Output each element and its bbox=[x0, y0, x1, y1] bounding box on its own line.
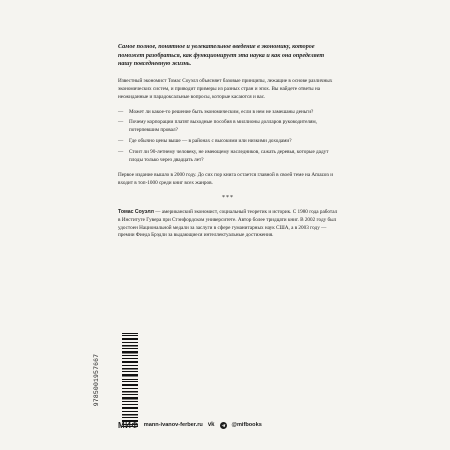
author-name: Томас Соуэлл bbox=[118, 208, 154, 215]
publisher-url[interactable]: mann-ivanov-ferber.ru bbox=[143, 422, 203, 428]
list-item: — Где обычно цены выше — в районах с высокими или низкими доходами? bbox=[118, 138, 292, 145]
lead-paragraph: Самое полное, понятное и увлекательное введение в экономику, которое поможет разобраться, как функционирует эта наука и как она определяет нашу повседневную жизнь. bbox=[118, 44, 325, 68]
cover-text bbox=[118, 43, 338, 240]
social-handle[interactable]: @mifbooks bbox=[231, 422, 262, 428]
author-bio bbox=[118, 209, 338, 241]
publisher-footer bbox=[118, 420, 262, 430]
list-item: — Стоит ли 90-летнему человеку, не имеющему наследников, сажать деревья, которые дадут плоды только через двадцать лет? bbox=[118, 149, 329, 164]
telegram-icon[interactable] bbox=[220, 422, 227, 429]
publisher-logo: МИФ bbox=[118, 420, 139, 430]
isbn-number: 9785001957667 bbox=[93, 353, 100, 407]
barcode bbox=[122, 333, 138, 427]
question-list bbox=[118, 109, 338, 165]
author-bio-text: — американский экономист, социальный теоретик и историк. С 1980 года работал в Институте Гувера при Стэнфордском университете. Автор более тридцати книг. В 2002 году был удостоен Национальной медали за заслуги в сфере гуманитарных наук США, а в 2003 году — премии Фиеда Брэдли за выдающиеся интеллектуальные достижения. bbox=[118, 208, 338, 239]
vk-icon[interactable]: vk bbox=[207, 422, 215, 428]
list-item: — Почему корпорации платят выходные пособия в миллионы долларов руководителям, потерпевшим провал? bbox=[118, 119, 317, 134]
edition-note: Первое издание вышло в 2000 году. До сих пор книга остается главной в своей теме на Amazon и входит в топ-1000 среди книг всех жанров. bbox=[118, 171, 334, 186]
intro-paragraph: Известный экономист Томас Соуэлл объясняет базовые принципы, лежащие в основе различных экономических систем, и приводит примеры из разных стран и эпох. Вы найдете ответы на неожиданные и парадоксальные вопросы, которые касаются и вас. bbox=[118, 77, 333, 100]
section-separator: *** bbox=[222, 194, 234, 201]
list-item: — Может ли какое-то решение быть экономическим, если в нем не замешаны деньги? bbox=[118, 108, 314, 115]
